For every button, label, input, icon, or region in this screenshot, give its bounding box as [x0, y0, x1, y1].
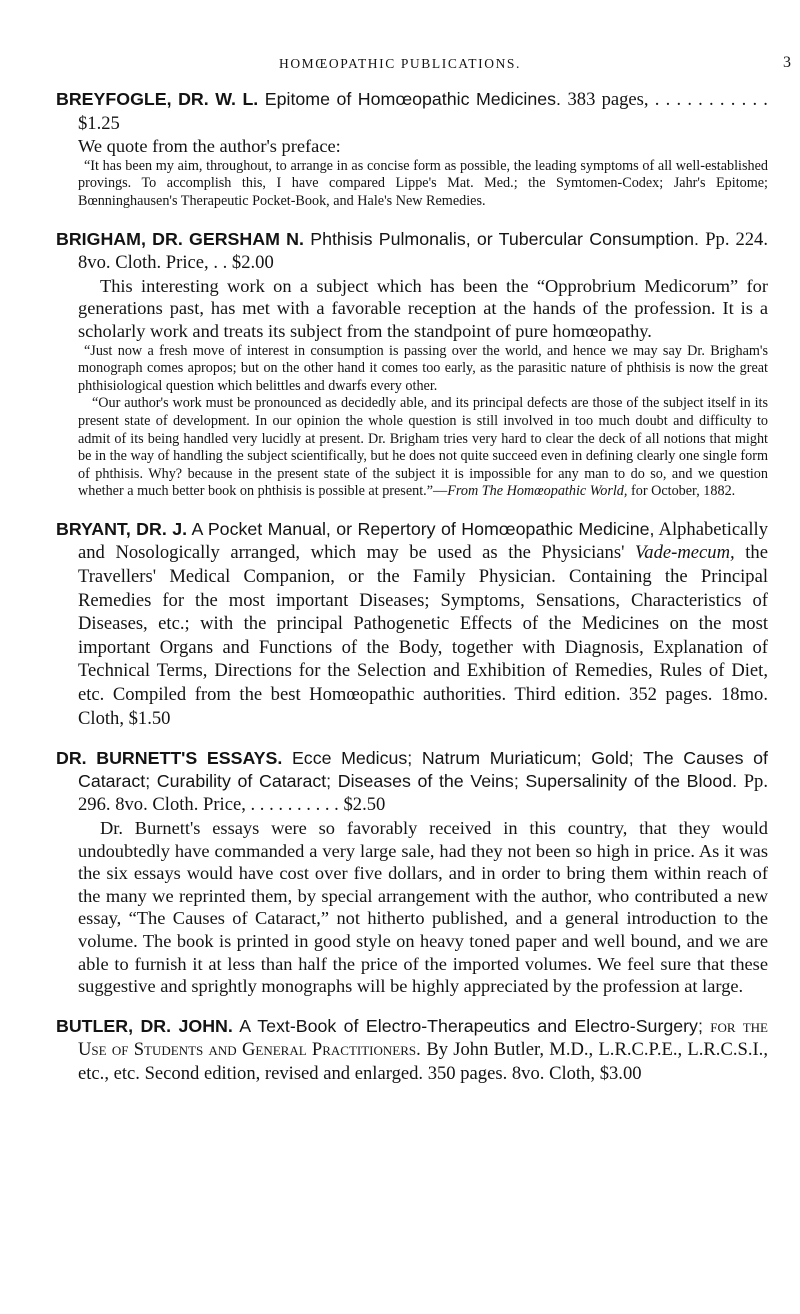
entry-intro-text: We quote from the author's preface:	[78, 136, 341, 157]
catalog-entry-breyfogle	[56, 88, 768, 211]
catalog-entry-brigham	[56, 228, 768, 501]
entry-intro	[56, 135, 768, 158]
entry-author: BREYFOGLE, DR. W. L.	[56, 89, 259, 109]
entry-description-italic: Vade-mecum,	[635, 542, 735, 564]
entry-description-part: the Travellers' Medical Companion, or the Family Physician. Containing the Principal Remedies for the most important Diseases; Symptoms, Sensations, Characteristics of Diseases, etc.; with the principal Pathogenetic Effects of the Medicines on the most important Organs and Functions of the Body, together with Diagnosis, Explanation of Technical Terms, Directions for the Selection and Exhibition of Remedies, Rules of Diet, etc. Compiled from the best Homœopathic authorities. Third edition. 352 pages. 18mo. Cloth, $1.50	[78, 542, 768, 729]
entry-details: Pp. 224. 8vo. Cloth. Price, . . $2.00	[78, 228, 768, 274]
entry-title: A Text-Book of Electro-Therapeutics and Electro-Surgery;	[239, 1015, 703, 1036]
catalog-entries	[56, 88, 768, 1103]
catalog-entry-butler	[56, 1015, 768, 1086]
entry-quote: “Just now a fresh move of interest in consumption is passing over the world, and hence we may say Dr. Brigham's monograph comes apropos; but on the other hand it comes too early, as the parasitic nature of phthisis is now the great phthisiological question which belittles and dwarfs every other.	[78, 342, 768, 394]
entry-quote: “It has been my aim, throughout, to arrange in as concise form as possible, the leading symptoms of all well-established provings. To accomplish this, I have compared Lippe's Mat. Med.; the Symtomen-Codex; Jahr's Epitome; Bœnninghausen's Therapeutic Pocket-Book, and Hale's New Remedies.	[78, 157, 768, 209]
quote-source: From The Homœopathic World,	[447, 483, 628, 500]
entry-title: Epitome of Homœopathic Medicines.	[264, 89, 561, 109]
entry-author: BUTLER, DR. JOHN.	[56, 1015, 233, 1036]
entry-heading	[56, 747, 768, 817]
quote-text: “Our author's work must be pronounced as decidedly able, and its principal defects are those of the subject itself in its present state of development. In our opinion the whole question is still involved in too much doubt and difficulty to admit of its being handled very lucidly at present. Dr. Brigham tries very hard to clear the deck of all notions that might be in the way of handling the subject scientifically, but he does not quite succeed even in defining clearly one single form of phthisis. Why? because in the present state of the subject it is impossible for any man to do so, and we question whether a much better book on phthisis is possible at present.”—	[78, 395, 768, 500]
page-number: 3	[783, 54, 791, 71]
entry-title: A Pocket Manual, or Repertory of Homœopathic Medicine,	[191, 518, 655, 539]
entry-author: BRIGHAM, DR. GERSHAM N.	[56, 228, 304, 249]
entry-heading	[56, 1015, 768, 1086]
entry-quote	[56, 395, 768, 501]
entry-description: This interesting work on a subject which has been the “Opprobrium Medicorum” for generations past, has met with a favorable reception at the hands of the profession. It is a scholarly work and treats its subject from the standpoint of pure homœopathy.	[78, 275, 768, 341]
entry-description	[78, 519, 768, 729]
entry-author: DR. BURNETT'S ESSAYS.	[56, 748, 283, 769]
catalog-entry-bryant	[56, 518, 768, 730]
quote-date: for October, 1882.	[627, 483, 736, 500]
running-head: HOMŒOPATHIC PUBLICATIONS.	[278, 56, 522, 71]
entry-description: Dr. Burnett's essays were so favorably received in this country, that they would undoubtedly have commanded a very large sale, had they not been so high in price. As it was the six essays would have cost over five dollars, and in order to bring them within reach of the many we reprinted them, by special arrangement with the author, who contributed a new essay, “The Causes of Cataract,” not hitherto published, and a general introduction to the volume. The book is printed in good style on heavy toned paper and well bound, and we are able to furnish it at less than half the price of the imported volumes. We feel sure that these suggestive and sprightly monographs will be highly appreciated by the profession at large.	[78, 818, 768, 997]
entry-details: Pp. 296. 8vo. Cloth. Price, . . . . . . . . . . $2.50	[78, 770, 768, 816]
entry-title: Ecce Medicus; Natrum Muriaticum; Gold; The Causes of Cataract; Curability of Cataract; Diseases of the Veins; Supersalinity of the Blood.	[78, 748, 768, 791]
catalog-entry-burnett	[56, 747, 768, 998]
entry-details: By John Butler, M.D., L.R.C.P.E., L.R.C.S.I., etc., etc. Second edition, revised and enlarged. 350 pages. 8vo. Cloth, $3.00	[78, 1039, 768, 1084]
entry-subtitle: for the Use of Students and General Practitioners.	[78, 1015, 768, 1061]
entry-details: 383 pages, . . . . . . . . . . . $1.25	[78, 89, 768, 134]
entry-heading	[56, 518, 768, 730]
entry-author: BRYANT, DR. J.	[56, 518, 188, 539]
entry-heading	[56, 88, 768, 135]
entry-title: Phthisis Pulmonalis, or Tubercular Consumption.	[310, 228, 699, 249]
entry-heading	[56, 228, 768, 275]
entry-description-part: Alphabetically and Nosologically arranged, which may be used as the Physicians'	[78, 518, 768, 564]
